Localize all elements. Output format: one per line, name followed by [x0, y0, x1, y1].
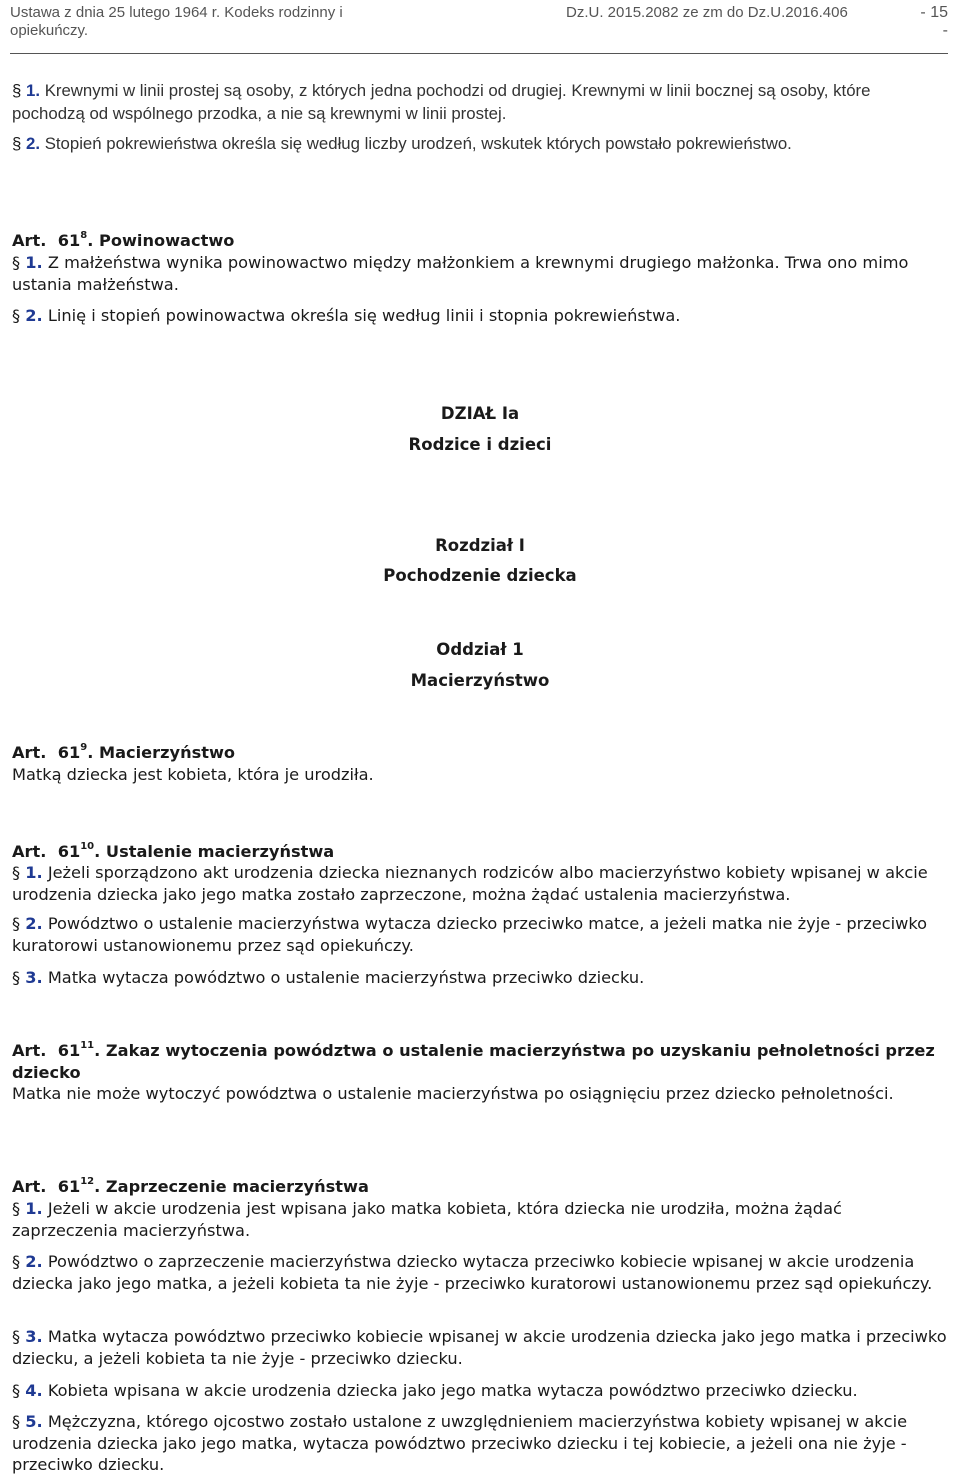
section-sign: § — [12, 306, 21, 325]
section-sign: § — [12, 1252, 21, 1271]
section-sign: § — [12, 253, 21, 272]
paragraph-text: Kobieta wpisana w akcie urodzenia dziecka jako jego matka wytacza powództwo przeciwko dziecku. — [47, 1381, 858, 1400]
paragraph-text: Stopień pokrewieństwa określa się według liczby urodzeń, wskutek których powstało pokrewieństwo. — [44, 134, 792, 153]
header-divider — [10, 53, 948, 54]
header-page-number — [920, 4, 948, 40]
paragraph-number: 3. — [25, 968, 43, 987]
art61-9-text: Matką dziecka jest kobieta, która je urodziła. — [12, 765, 374, 784]
header-title-line1: Ustawa z dnia 25 lutego 1964 r. Kodeks rodzinny i — [10, 4, 343, 21]
paragraph-text: Matka wytacza powództwo przeciwko kobiecie wpisanej w akcie urodzenia dziecka jako jego matka i przeciwko dziecku, a jeżeli kobieta ta nie żyje - przeciwko dziecku. — [12, 1327, 947, 1368]
section-sign: § — [12, 863, 21, 882]
paragraph-number: 3. — [25, 1327, 43, 1346]
art61-8-paragraph-1 — [12, 252, 947, 295]
art61-12-paragraph-1 — [12, 1198, 947, 1241]
paragraph-text: Krewnymi w linii prostej są osoby, z których jedna pochodzi od drugiej. Krewnymi w linii bocznej są osoby, które pochodzą od wspólnego przodka, a nie są krewnymi w linii prostej. — [12, 81, 871, 123]
header-title-line2: opiekuńczy. — [10, 22, 89, 39]
art61-12-paragraph-4 — [12, 1380, 947, 1402]
paragraph-number: 4. — [25, 1381, 43, 1400]
article-title: . Zaprzeczenie macierzyństwa — [94, 1177, 369, 1196]
article-superscript: 12 — [80, 1175, 95, 1187]
article-number: 61 — [57, 842, 81, 861]
article-title: . Macierzyństwo — [87, 743, 236, 762]
article-title: . Powinowactwo — [87, 231, 235, 250]
paragraph-number: 1. — [26, 81, 41, 100]
article-label: Art. — [12, 743, 47, 762]
article-superscript: 9 — [80, 741, 88, 753]
paragraph-text: Mężczyzna, którego ojcostwo zostało ustalone z uwzględnieniem macierzyństwa kobiety wpisanej w akcie urodzenia dziecka jako jego matka, wytacza powództwo przeciwko dziecku i tej kobiecie, a jeżeli ona nie żyje - przeciwko dziecku. — [12, 1412, 908, 1474]
article-title: . Ustalenie macierzyństwa — [94, 842, 335, 861]
paragraph-number: 1. — [25, 1199, 43, 1218]
section-sign: § — [12, 1412, 21, 1431]
section-sign: § — [12, 81, 22, 100]
paragraph-text: Z małżeństwa wynika powinowactwo między małżonkiem a krewnymi drugiego małżonka. Trwa ono mimo ustania małżeństwa. — [12, 253, 909, 294]
paragraph-number: 2. — [25, 914, 43, 933]
paragraph-text: Matka wytacza powództwo o ustalenie macierzyństwa przeciwko dziecku. — [47, 968, 645, 987]
art61-10-heading — [12, 841, 947, 863]
article-number: 61 — [57, 1177, 81, 1196]
paragraph-number: 2. — [25, 1252, 43, 1271]
page-number-line1: - 15 — [920, 4, 948, 21]
paragraph-text: Powództwo o zaprzeczenie macierzyństwa dziecko wytacza przeciwko kobiecie wpisanej w akcie urodzenia dziecka jako jego matka, a jeżeli kobieta ta nie żyje - przeciwko kuratorowi ustanowionemu przez sąd opiekuńczy. — [12, 1252, 933, 1293]
oddzial-title: Macierzyństwo — [410, 671, 550, 690]
article-superscript: 8 — [80, 229, 88, 241]
art61-11-text: Matka nie może wytoczyć powództwa o ustalenie macierzyństwa po osiągnięciu przez dziecko pełnoletności. — [12, 1084, 894, 1103]
paragraph-number: 1. — [25, 863, 43, 882]
oddzial-heading: Oddział 1 — [436, 640, 524, 659]
section-sign: § — [12, 1381, 21, 1400]
rozdzial-heading: Rozdział I — [435, 536, 525, 555]
rozdzial-title: Pochodzenie dziecka — [383, 566, 577, 585]
dzial-title: Rodzice i dzieci — [408, 435, 552, 454]
paragraph-text: Linię i stopień powinowactwa określa się według linii i stopnia pokrewieństwa. — [47, 306, 681, 325]
header-journal-reference: Dz.U. 2015.2082 ze zm do Dz.U.2016.406 — [566, 4, 848, 21]
art61-8-paragraph-2 — [12, 305, 947, 327]
art61-10-paragraph-1 — [12, 862, 947, 905]
art61-7-paragraph-1 — [12, 80, 947, 125]
art61-9-heading — [12, 742, 947, 764]
section-sign: § — [12, 134, 22, 153]
art61-10-paragraph-3 — [12, 967, 947, 989]
article-number: 61 — [57, 1041, 81, 1060]
paragraph-text: Jeżeli sporządzono akt urodzenia dziecka nieznanych rodziców albo macierzyństwo kobiety wpisanej w akcie urodzenia dziecka jako jego matka zostało zaprzeczone, można żądać ustalenia macierzyństwa. — [12, 863, 928, 904]
art61-7-paragraph-2 — [12, 133, 947, 156]
art61-12-paragraph-2 — [12, 1251, 947, 1294]
dzial-heading: DZIAŁ Ia — [440, 404, 520, 423]
paragraph-text: Powództwo o ustalenie macierzyństwa wytacza dziecko przeciwko matce, a jeżeli matka nie żyje - przeciwko kuratorowi ustanowionemu przez sąd opiekuńczy. — [12, 914, 928, 955]
article-title: . Zakaz wytoczenia powództwa o ustalenie macierzyństwa po uzyskaniu pełnoletności przez dziecko — [12, 1041, 935, 1082]
section-sign: § — [12, 1199, 21, 1218]
article-label: Art. — [12, 842, 47, 861]
art61-12-paragraph-3 — [12, 1326, 947, 1369]
paragraph-number: 2. — [25, 306, 43, 325]
article-label: Art. — [12, 231, 47, 250]
section-sign: § — [12, 914, 21, 933]
art61-10-paragraph-2 — [12, 913, 947, 956]
paragraph-number: 5. — [25, 1412, 43, 1431]
section-sign: § — [12, 968, 21, 987]
article-superscript: 11 — [80, 1039, 95, 1051]
article-label: Art. — [12, 1177, 47, 1196]
paragraph-number: 1. — [25, 253, 43, 272]
art61-12-heading — [12, 1176, 947, 1198]
section-sign: § — [12, 1327, 21, 1346]
paragraph-text: Jeżeli w akcie urodzenia jest wpisana jako matka kobieta, która dziecka nie urodziła, można żądać zaprzeczenia macierzyństwa. — [12, 1199, 842, 1240]
article-number: 61 — [57, 743, 81, 762]
art61-8-heading — [12, 230, 947, 252]
article-number: 61 — [57, 231, 81, 250]
article-label: Art. — [12, 1041, 47, 1060]
page-number-line2: - — [942, 22, 948, 39]
paragraph-number: 2. — [26, 134, 41, 153]
art61-12-paragraph-5 — [12, 1411, 947, 1476]
article-superscript: 10 — [80, 840, 95, 852]
header-document-title — [10, 4, 420, 40]
art61-11-heading — [12, 1040, 947, 1083]
